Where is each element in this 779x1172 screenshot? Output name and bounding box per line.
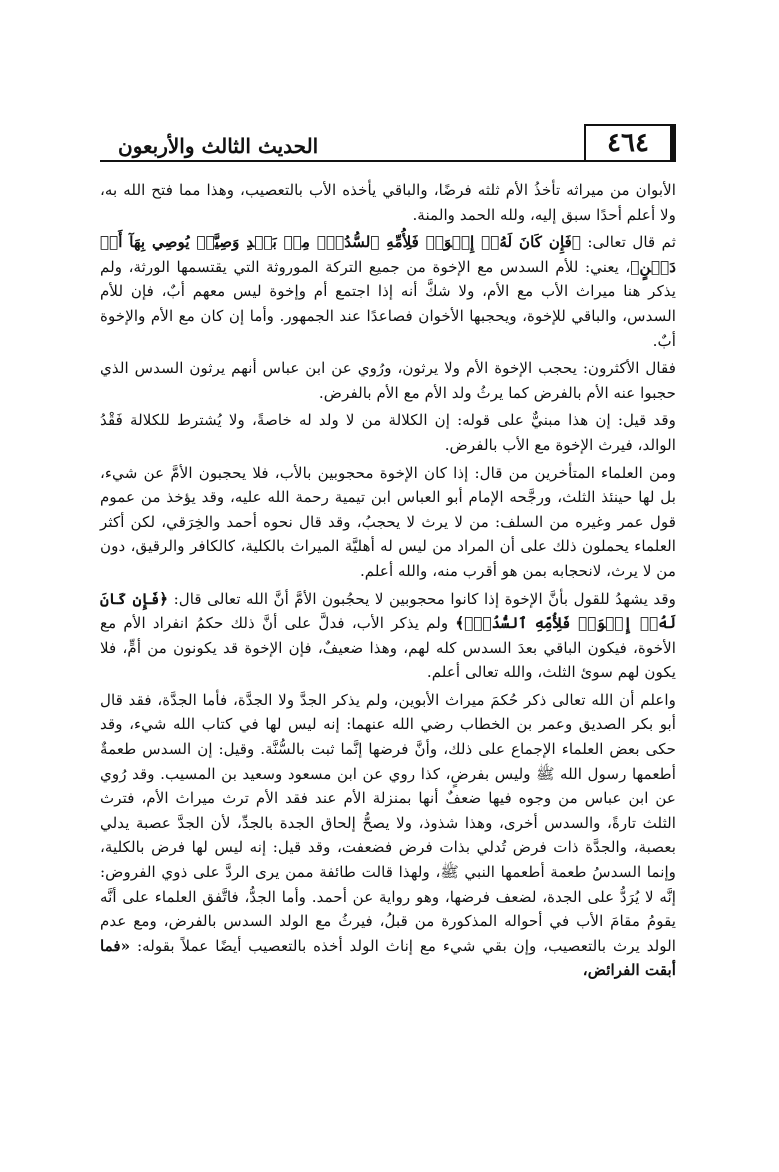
quran-verse: ﴿فَإِن كَانَ لَهُۥٓ إِخۡوَةٞ فَلِأُمِّهِ ٱلسُّدُسُۚ مِنۢ بَعۡدِ وَصِيَّةٖ يُوصِي بِهَآ أَوۡ دَيۡنٍ﴾: [100, 233, 676, 276]
page-number: ٤٦٤: [584, 124, 676, 162]
paragraph-text: ومن العلماء المتأخرين من قال: إذا كان الإخوة محجوبين بالأب، فلا يحجبون الأمَّ عن شيء، بل لها حينئذ الثلث، ورجَّحه الإمام أبو العباس ابن تيمية رحمة الله عليه، وقد يؤخذ من عموم قول عمر وغيره من السلف: من لا يرث لا يحجبُ، وقد قال نحوه أحمد والخِرَقي، لكن أكثر العلماء يحملون ذلك على أن المراد من ليس له أهليَّة الميراث بالكلية، كالكافر والرقيق، دون من لا يرث، لانحجابه بمن هو أقرب منه، والله أعلم.: [100, 463, 676, 580]
running-title: الحديث الثالث والأربعون: [118, 134, 319, 158]
paragraph-text: ولم يذكر الأب، فدلَّ على أنَّ ذلك حكمُ انفراد الأم مع الأخوة، فيكون الباقي بعدَ السدس كله لهم، وهذا ضعيفٌ، فإن الإخوة قد يكونون من أمٍّ، فلا يكون لهم سوئ الثلث، والله تعالى أعلم.: [100, 614, 676, 682]
paragraph-text: فقال الأكثرون: يحجب الإخوة الأم ولا يرثون، ورُوي عن ابن عباس أنهم يرثون السدس الذي حجبوا عنه الأم بالفرض كما يرثُ ولد الأم مع الأم بالفرض.: [100, 359, 676, 402]
paragraph: [100, 356, 676, 405]
page-header: [118, 118, 676, 162]
paragraph: [100, 688, 676, 983]
paragraph: [100, 461, 676, 584]
paragraph: [100, 408, 676, 457]
paragraph-text: وقد قيل: إن هذا مبنيٌّ على قوله: إن الكلالة من لا ولد له خاصةً، ولا يُشترط للكلالة فَقْدُ الوالد، فيرث الإخوة مع الأب بالفرض.: [100, 411, 676, 454]
paragraph-text: ثم قال تعالى:: [581, 233, 677, 252]
quran-verse: ﴿فَإِن كَانَ لَهُۥٓ إِخۡوَةٞ فَلِأُمِّهِ ٱلسُّدُسُۚ﴾: [100, 589, 676, 633]
paragraph: [100, 230, 676, 353]
header-rule: [100, 160, 676, 162]
paragraph-text: وقد يشهدُ للقول بأنَّ الإخوة إذا كانوا محجوبين لا يحجُبون الأمَّ أنَّ الله تعالى قال:: [168, 589, 676, 608]
paragraph: [100, 178, 676, 227]
paragraph-text: الأبوان من ميراثه تأخذُ الأم ثلثه فرضًا، والباقي يأخذه الأب بالتعصيب، وهذا مما فتح الله به، ولا أعلم أحدًا سبق إليه، ولله الحمد والمنة.: [100, 181, 676, 224]
paragraph-text: واعلم أن الله تعالى ذكر حُكمَ ميراث الأبوين، ولم يذكر الجدَّ ولا الجدَّة، فأما الجدَّة، فقد قال أبو بكر الصديق وعمر بن الخطاب رضي الله عنهما: إنه ليس لها في كتاب الله شيء، وقد حكى بعض العلماء الإجماع على ذلك، وأنَّ فرضها إنَّما ثبت بالسُّنَّة. وقيل: إن السدس طعمةٌ أطعمها رسول الله ﷺ وليس بفرضٍ، كذا روي عن ابن مسعود وسعيد بن المسيب. وقد رُوي عن ابن عباس من وجوه فيها ضعفٌ أنها بمنزلة الأم عند فقد الأم ترث ميراث الأم، فترث الثلث تارةً، والسدس أخرى، وهذا شذوذ، ولا يصحُّ إلحاق الجدة بالجدِّ، لأن الجدَّ عصبة يدلي بعصبة، والجدَّة ذات فرض تُدلي بذات فرض فضعفت، وقد قيل: إنه ليس لها فرض بالكلية، وإنما السدسُ طعمة أطعمها النبي ﷺ، ولهذا قالت طائفة ممن يرى الردَّ على ذوي الفروض: إنَّه لا يُرَدُّ على الجدة، لضعف فرضها، وهو رواية عن أحمد. وأما الجدُّ، فاتَّفق العلماء على أنَّه يقومُ مقامَ الأب في أحواله المذكورة من قبلُ، فيرثُ مع الولد السدس بالفرض، ومع عدم الولد يرث بالتعصيب، وإن بقي شيء مع إناث الولد أخذه بالتعصيب أيضًا عملاً بقوله:: [100, 690, 676, 955]
paragraph: [100, 587, 676, 685]
paragraph-text: ، يعني: للأم السدس مع الإخوة من جميع التركة الموروثة التي يقتسمها الورثة، ولم يذكر هنا ميراث الأب مع الأم، ولا شكَّ أنه إذا اجتمع أم وإخوة ليس معهم أبٌ، فإن للأم السدس، والباقي للإخوة، ويحجبها الأخوان فصاعدًا عند الجمهور. وأما إن كان مع الأم والإخوة أبٌ.: [100, 257, 676, 350]
hadith-quote: «فما أبقت الفرائض،: [100, 936, 676, 980]
page-body: [100, 178, 676, 986]
